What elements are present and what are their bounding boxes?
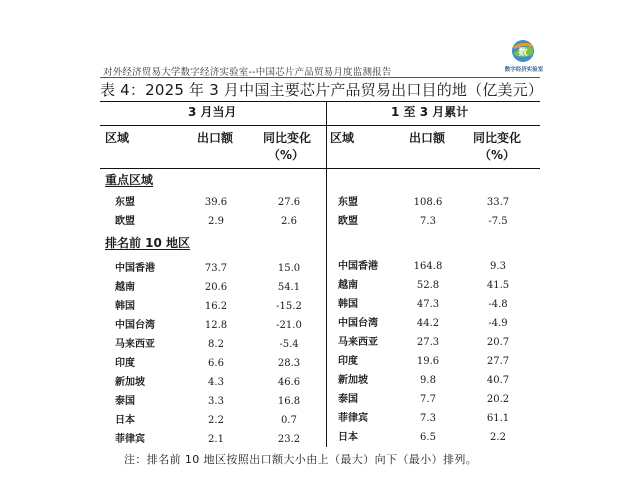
svg-text:数: 数 — [518, 48, 528, 58]
logo-caption: 数字经济实验室 — [504, 67, 544, 73]
export-value-cell: 19.6 — [416, 356, 440, 367]
table-center-divider — [326, 101, 327, 447]
export-value-cell: 7.3 — [420, 216, 436, 227]
export-value-cell: 52.8 — [416, 280, 440, 291]
export-value-cell: 3.3 — [208, 396, 224, 407]
yoy-change-cell: -4.8 — [488, 299, 508, 310]
region-cell: 印度 — [338, 356, 358, 367]
yoy-change-cell: 33.7 — [486, 197, 510, 208]
lab-logo — [500, 38, 546, 78]
export-value-cell: 16.2 — [204, 301, 228, 312]
region-cell: 中国香港 — [338, 261, 378, 272]
yoy-change-cell: 27.6 — [277, 197, 301, 208]
yoy-change-cell: -4.9 — [488, 318, 508, 329]
export-value-cell: 2.9 — [208, 216, 224, 227]
region-cell: 越南 — [338, 280, 358, 291]
yoy-change-cell: 16.8 — [277, 396, 301, 407]
export-value-cell: 8.2 — [208, 339, 224, 350]
yoy-change-cell: 15.0 — [277, 263, 301, 274]
region-cell: 马来西亚 — [115, 339, 155, 350]
table-top-rule — [100, 101, 540, 102]
col-region-left: 区域 — [105, 131, 130, 145]
yoy-change-cell: 0.7 — [281, 415, 297, 426]
yoy-change-cell: 28.3 — [277, 358, 301, 369]
export-value-cell: 7.7 — [420, 394, 436, 405]
yoy-change-cell: 23.2 — [277, 434, 301, 445]
yoy-change-cell: 41.5 — [486, 280, 510, 291]
yoy-change-cell: -5.4 — [279, 339, 299, 350]
export-value-cell: 164.8 — [413, 261, 443, 272]
globe-logo-icon — [508, 38, 538, 64]
yoy-change-cell: -7.5 — [488, 216, 508, 227]
yoy-change-cell: 2.2 — [490, 432, 506, 443]
period-left-header: 3 月当月 — [188, 105, 237, 119]
region-cell: 新加坡 — [115, 377, 145, 388]
export-value-cell: 4.3 — [208, 377, 224, 388]
col-region-right: 区域 — [330, 131, 355, 145]
col-yoy-unit-right: （%） — [479, 148, 516, 162]
header-rule — [100, 77, 540, 78]
region-cell: 马来西亚 — [338, 337, 378, 348]
yoy-change-cell: 20.2 — [486, 394, 510, 405]
yoy-change-cell: 27.7 — [486, 356, 510, 367]
table-title: 表 4：2025 年 3 月中国主要芯片产品贸易出口目的地（亿美元） — [100, 81, 544, 99]
region-cell: 中国台湾 — [338, 318, 378, 329]
table-period-rule — [100, 125, 540, 126]
period-right-header: 1 至 3 月累计 — [391, 105, 469, 119]
region-cell: 菲律宾 — [338, 413, 368, 424]
yoy-change-cell: 54.1 — [277, 282, 301, 293]
export-value-cell: 9.8 — [420, 375, 436, 386]
yoy-change-cell: 2.6 — [281, 216, 297, 227]
export-value-cell: 44.2 — [416, 318, 440, 329]
region-cell: 日本 — [338, 432, 358, 443]
section-top10: 排名前 10 地区 — [105, 236, 191, 250]
report-header: 对外经济贸易大学数字经济实验室--中国芯片产品贸易月度监测报告 — [103, 67, 392, 78]
region-cell: 泰国 — [338, 394, 358, 405]
region-cell: 菲律宾 — [115, 434, 145, 445]
region-cell: 韩国 — [338, 299, 358, 310]
yoy-change-cell: -15.2 — [276, 301, 302, 312]
export-value-cell: 73.7 — [204, 263, 228, 274]
region-cell: 欧盟 — [338, 216, 358, 227]
region-cell: 日本 — [115, 415, 135, 426]
table-header-rule — [100, 168, 540, 169]
export-value-cell: 12.8 — [204, 320, 228, 331]
export-value-cell: 20.6 — [204, 282, 228, 293]
export-value-cell: 6.6 — [208, 358, 224, 369]
region-cell: 欧盟 — [115, 216, 135, 227]
region-cell: 东盟 — [338, 197, 358, 208]
region-cell: 东盟 — [115, 197, 135, 208]
col-export-right: 出口额 — [409, 131, 446, 145]
col-yoy-right: 同比变化 — [473, 131, 522, 145]
yoy-change-cell: -21.0 — [276, 320, 302, 331]
yoy-change-cell: 20.7 — [486, 337, 510, 348]
export-value-cell: 39.6 — [204, 197, 228, 208]
export-value-cell: 2.1 — [208, 434, 224, 445]
region-cell: 印度 — [115, 358, 135, 369]
region-cell: 越南 — [115, 282, 135, 293]
section-key-regions: 重点区域 — [105, 173, 154, 187]
export-value-cell: 108.6 — [413, 197, 443, 208]
col-yoy-unit-left: （%） — [268, 148, 305, 162]
region-cell: 泰国 — [115, 396, 135, 407]
col-export-left: 出口额 — [197, 131, 234, 145]
col-yoy-left: 同比变化 — [263, 131, 312, 145]
yoy-change-cell: 9.3 — [490, 261, 506, 272]
region-cell: 中国香港 — [115, 263, 155, 274]
export-value-cell: 6.5 — [420, 432, 436, 443]
yoy-change-cell: 40.7 — [486, 375, 510, 386]
export-value-cell: 27.3 — [416, 337, 440, 348]
export-value-cell: 7.3 — [420, 413, 436, 424]
yoy-change-cell: 61.1 — [486, 413, 510, 424]
region-cell: 新加坡 — [338, 375, 368, 386]
table-footnote: 注：排名前 10 地区按照出口额大小由上（最大）向下（最小）排列。 — [124, 453, 478, 466]
export-value-cell: 2.2 — [208, 415, 224, 426]
export-value-cell: 47.3 — [416, 299, 440, 310]
yoy-change-cell: 46.6 — [277, 377, 301, 388]
region-cell: 韩国 — [115, 301, 135, 312]
region-cell: 中国台湾 — [115, 320, 155, 331]
